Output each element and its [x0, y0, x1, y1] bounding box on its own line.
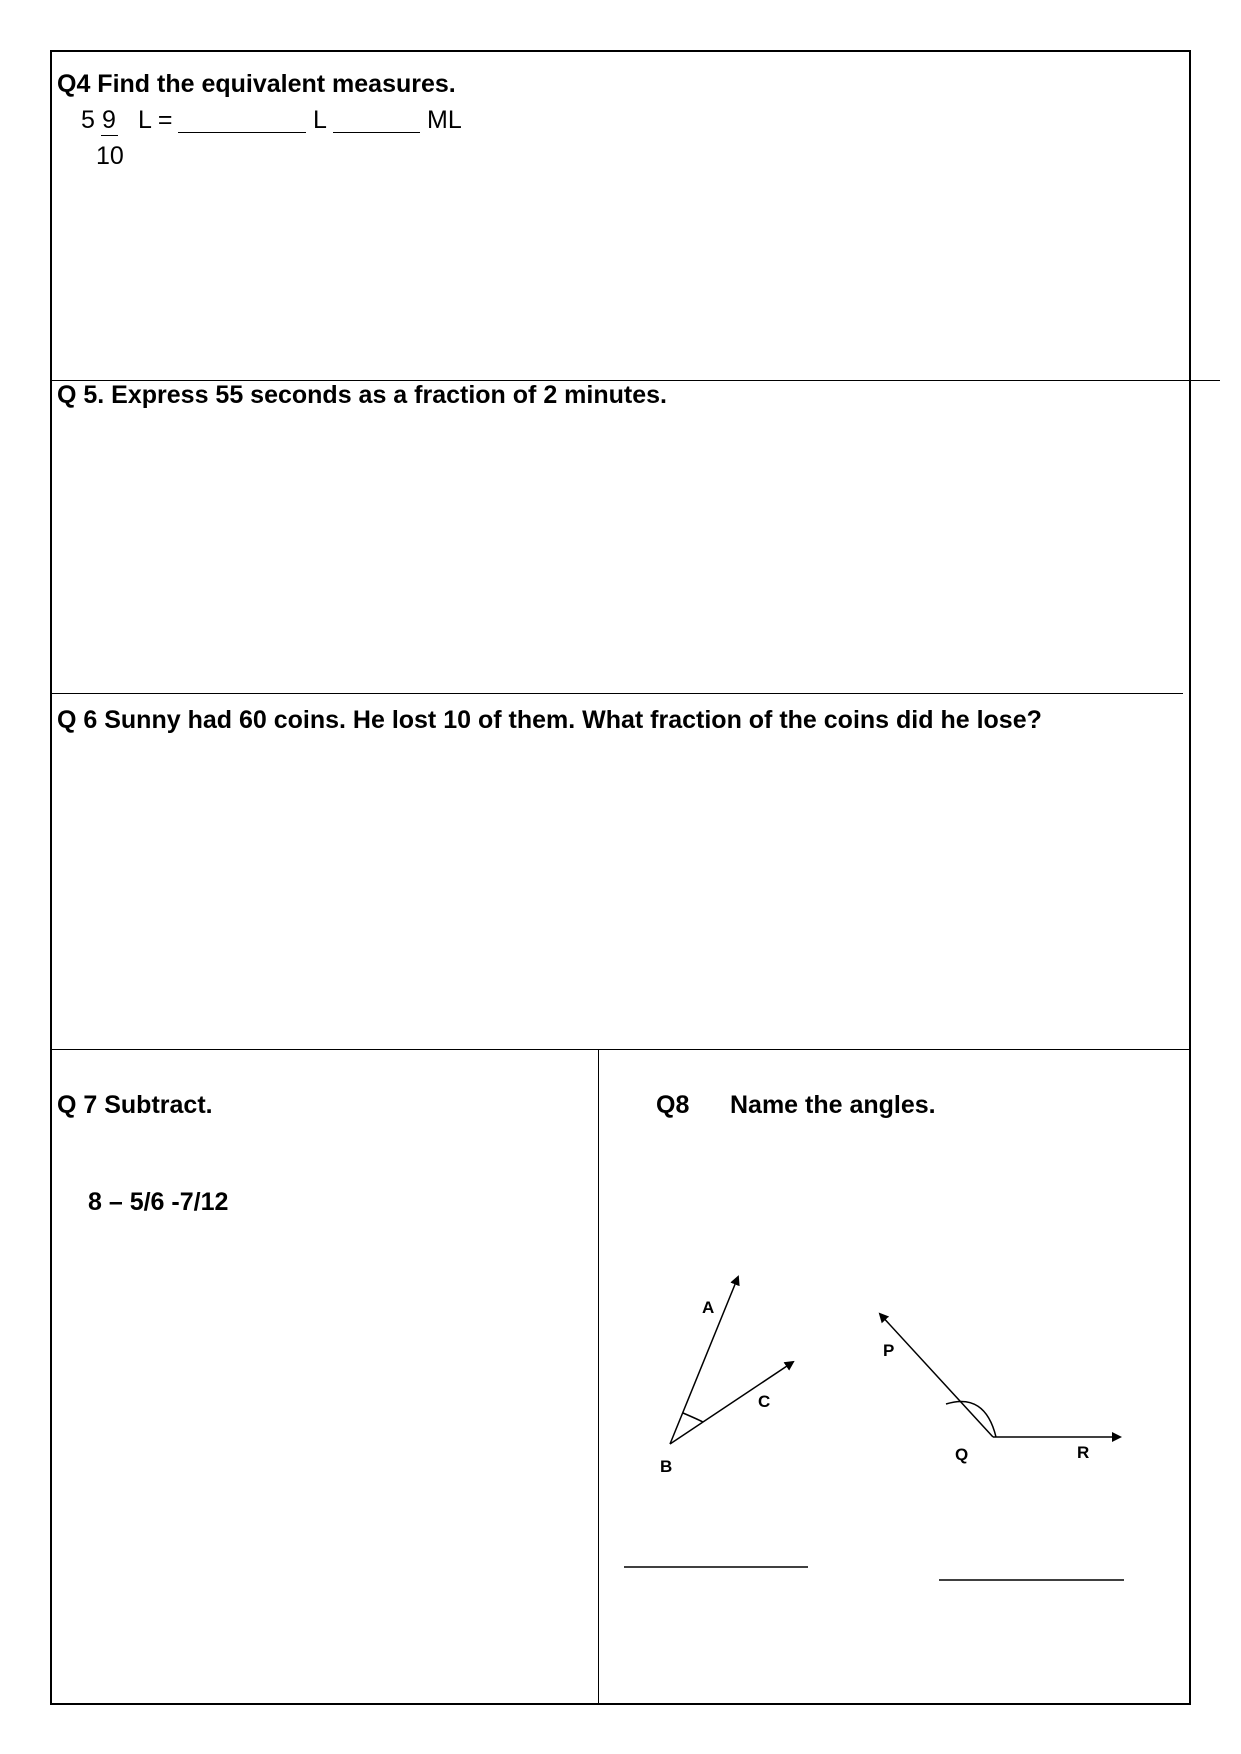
ray-bc [670, 1362, 793, 1444]
point-label-p: P [883, 1341, 895, 1360]
point-label-c: C [758, 1392, 771, 1411]
q7-expression: 8 – 5/6 -7/12 [88, 1188, 229, 1216]
angle-abc-arc [683, 1413, 703, 1422]
q6-title: Q 6 Sunny had 60 coins. He lost 10 of them. What fraction of the coins did he lose? [57, 706, 1042, 734]
point-label-a: A [702, 1298, 715, 1317]
q5-title: Q 5. Express 55 seconds as a fraction of 2 minutes. [57, 381, 667, 409]
point-label-r: R [1077, 1443, 1090, 1462]
point-label-q: Q [955, 1445, 969, 1464]
q7-title: Q 7 Subtract. [57, 1091, 213, 1119]
q4-whole-number: 5 [81, 106, 95, 134]
q4-title: Q4 Find the equivalent measures. [57, 70, 456, 98]
q8-title: Name the angles. [730, 1091, 936, 1119]
q4-unit-mid: L [313, 106, 327, 134]
q4-unit-left: L = [138, 106, 173, 134]
q4-denominator: 10 [96, 142, 124, 170]
ray-qp [880, 1314, 993, 1437]
point-label-b: B [660, 1457, 673, 1476]
q8-number: Q8 [656, 1091, 690, 1119]
q4-numerator: 9 [102, 106, 116, 134]
q4-unit-right: ML [427, 106, 462, 134]
